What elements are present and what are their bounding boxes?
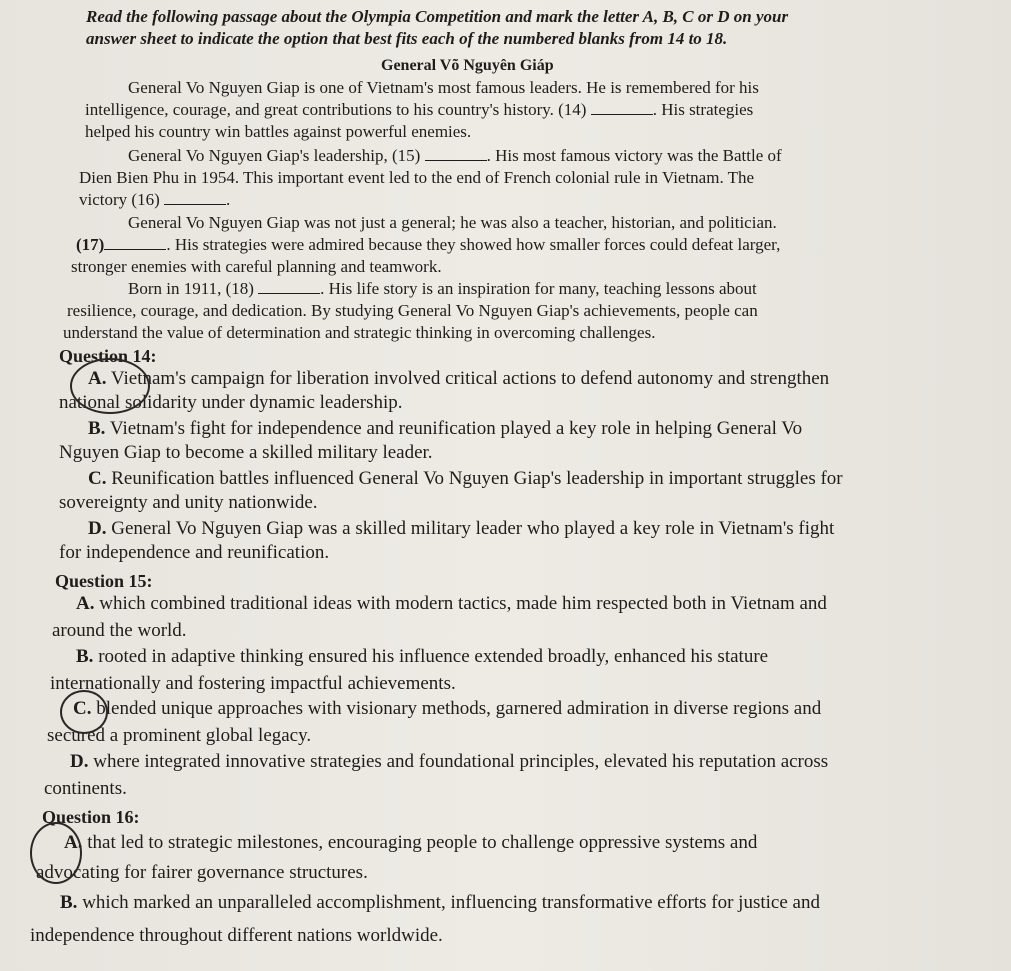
passage-text: (17) <box>76 235 105 254</box>
option-letter: D. <box>88 518 107 539</box>
question-15-title: Question 15: <box>55 571 153 591</box>
passage-p3-line-3: stronger enemies with careful planning and teamwork. <box>71 257 442 276</box>
passage-text: . <box>225 190 231 209</box>
option-text: General Vo Nguyen Giap was a skilled military leader who played a key role in Vietnam's fight <box>111 518 835 539</box>
passage-title: General Võ Nguyên Giáp <box>381 57 554 74</box>
option-letter: A. <box>64 832 83 853</box>
q14-option-c-line-2: sovereignty and unity nationwide. <box>59 492 318 513</box>
option-letter: A. <box>76 593 95 614</box>
instructions-line-2: answer sheet to indicate the option that best fits each of the numbered blanks from 14 to 18. <box>86 29 728 48</box>
passage-p3-line-1: General Vo Nguyen Giap was not just a general; he was also a teacher, historian, and politician. <box>128 213 777 232</box>
option-letter: A. <box>88 368 107 389</box>
q14-option-d-line-2: for independence and reunification. <box>59 542 330 563</box>
circle-mark <box>70 358 150 414</box>
instructions-line-1: Read the following passage about the Olympia Competition and mark the letter A, B, C or D on your <box>86 7 789 26</box>
q16-option-a-line-1[interactable] <box>64 832 757 854</box>
option-letter: B. <box>60 892 78 913</box>
option-text: rooted in adaptive thinking ensured his influence extended broadly, enhanced his stature <box>98 646 769 667</box>
passage-p2-line-1 <box>128 145 782 167</box>
option-text: blended unique approaches with visionary methods, garnered admiration in diverse regions and <box>96 698 822 719</box>
option-text: which marked an unparalleled accomplishment, influencing transformative efforts for justice and <box>82 892 820 913</box>
circle-mark <box>60 690 108 734</box>
option-text: that led to strategic milestones, encouraging people to challenge oppressive systems and <box>87 832 758 853</box>
passage-text: . His most famous victory was the Battle of <box>486 146 782 165</box>
passage-text: Born in 1911, (18) <box>128 279 254 298</box>
q16-option-a-line-2: advocating for fairer governance structures. <box>36 862 368 883</box>
option-letter: C. <box>88 468 107 489</box>
q15-option-a-line-1[interactable] <box>76 593 827 615</box>
option-letter: B. <box>76 646 94 667</box>
option-text: Vietnam's campaign for liberation involved critical actions to defend autonomy and strengthen <box>110 368 830 389</box>
option-letter: D. <box>70 751 89 772</box>
option-text: where integrated innovative strategies and foundational principles, elevated his reputation across <box>93 751 829 772</box>
q14-option-c-line-1[interactable] <box>88 468 843 490</box>
blank-18 <box>258 278 320 294</box>
option-text: Vietnam's fight for independence and reunification played a key role in helping General Vo <box>109 418 803 439</box>
q14-option-b-line-1[interactable] <box>88 418 802 440</box>
passage-p2-line-2: Dien Bien Phu in 1954. This important event led to the end of French colonial rule in Vietnam. The <box>79 168 755 187</box>
passage-text: . His strategies were admired because they showed how smaller forces could defeat larger, <box>166 235 781 254</box>
q15-option-d-line-2: continents. <box>44 778 127 799</box>
passage-p3-line-2 <box>76 234 780 256</box>
circle-mark <box>30 822 82 884</box>
passage-text: . His strategies <box>652 100 754 119</box>
q14-option-b-line-2: Nguyen Giap to become a skilled military leader. <box>59 442 433 463</box>
option-text: Reunification battles influenced General Vo Nguyen Giap's leadership in important struggles for <box>111 468 843 489</box>
passage-text: General Vo Nguyen Giap's leadership, (15) <box>128 146 421 165</box>
blank-15 <box>425 145 487 161</box>
passage-p2-line-3 <box>79 189 230 211</box>
passage-p4-line-2: resilience, courage, and dedication. By studying General Vo Nguyen Giap's achievements, people can <box>67 301 758 320</box>
q15-option-b-line-2: internationally and fostering impactful achievements. <box>50 673 456 694</box>
blank-17 <box>104 234 166 250</box>
q15-option-d-line-1[interactable] <box>70 751 828 773</box>
passage-text: intelligence, courage, and great contributions to his country's history. (14) <box>85 100 587 119</box>
q14-option-a-line-2: national solidarity under dynamic leadership. <box>59 392 403 413</box>
passage-p4-line-1 <box>128 278 757 300</box>
passage-text: victory (16) <box>79 190 160 209</box>
passage-p1-line-3: helped his country win battles against powerful enemies. <box>85 122 472 141</box>
q15-option-a-line-2: around the world. <box>52 620 187 641</box>
passage-p1-line-1: General Vo Nguyen Giap is one of Vietnam's most famous leaders. He is remembered for his <box>128 78 759 97</box>
q15-option-c-line-1[interactable] <box>73 698 821 720</box>
option-letter: C. <box>73 698 92 719</box>
blank-16 <box>164 189 226 205</box>
question-14-title: Question 14: <box>59 346 157 366</box>
q16-option-b-line-1[interactable] <box>60 892 820 914</box>
blank-14 <box>591 99 653 115</box>
option-letter: B. <box>88 418 106 439</box>
passage-p1-line-2 <box>85 99 753 121</box>
question-16-title: Question 16: <box>42 807 140 827</box>
q15-option-c-line-2: secured a prominent global legacy. <box>47 725 312 746</box>
passage-p4-line-3: understand the value of determination and strategic thinking in overcoming challenges. <box>63 323 656 342</box>
passage-text: . His life story is an inspiration for many, teaching lessons about <box>320 279 757 298</box>
q14-option-d-line-1[interactable] <box>88 518 834 540</box>
q14-option-a-line-1[interactable] <box>88 368 829 390</box>
option-text: which combined traditional ideas with modern tactics, made him respected both in Vietnam and <box>99 593 827 614</box>
q16-option-b-line-2: independence throughout different nations worldwide. <box>30 925 443 946</box>
q15-option-b-line-1[interactable] <box>76 646 768 668</box>
